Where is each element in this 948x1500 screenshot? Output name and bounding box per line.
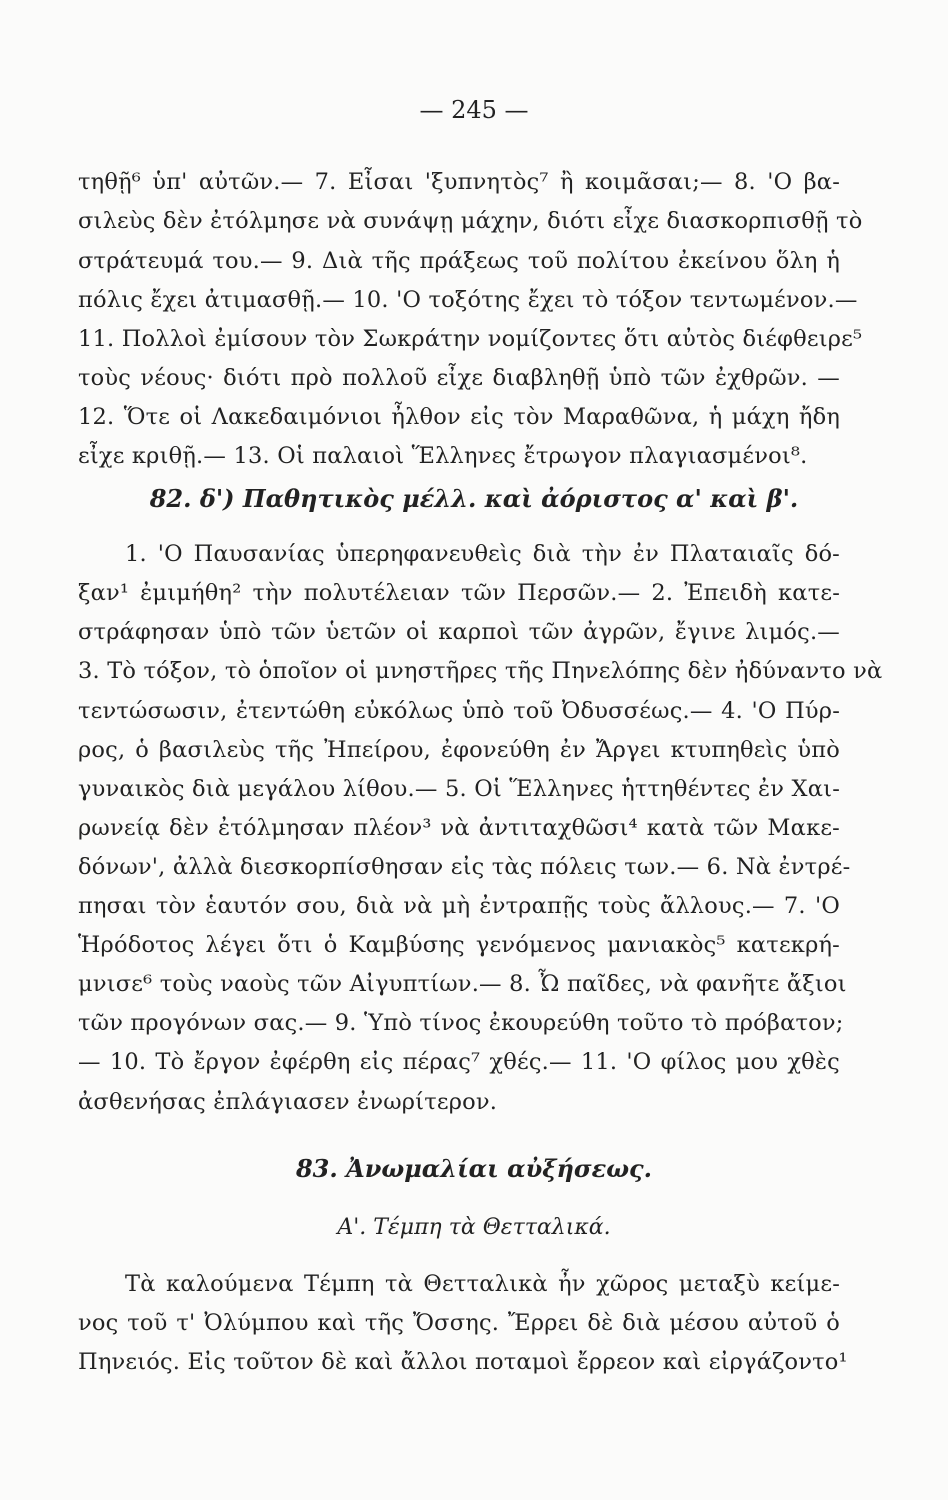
text-line: στράφησαν ὑπὸ τῶν ὑετῶν οἱ καρποὶ τῶν ἀγρῶν, ἔγινε λιμός.— xyxy=(78,619,840,645)
text-line: στράτευμά του.— 9. Διὰ τῆς πράξεως τοῦ πολίτου ἐκείνου ὅλη ἡ xyxy=(78,248,840,274)
text-line: ἀσθενήσας ἐπλάγιασεν ἐνωρίτερον. xyxy=(78,1089,498,1115)
text-line: σιλεὺς δὲν ἐτόλμησε νὰ συνάψῃ μάχην, διότι εἶχε διασκορπισθῇ τὸ xyxy=(78,208,863,234)
text-line: τοὺς νέους· διότι πρὸ πολλοῦ εἶχε διαβληθῇ ὑπὸ τῶν ἐχθρῶν. — xyxy=(78,365,840,391)
text-line: τεντώσωσιν, ἐτεντώθη εὐκόλως ὑπὸ τοῦ Ὀδυσσέως.— 4. 'Ο Πύρ- xyxy=(78,698,840,724)
text-line: Πηνειός. Εἰς τοῦτον δὲ καὶ ἄλλοι ποταμοὶ ἔρρεον καὶ εἰργάζοντο¹ xyxy=(78,1349,848,1375)
text-line: πησαι τὸν ἑαυτόν σου, διὰ νὰ μὴ ἐντραπῇς τοὺς ἄλλους.— 7. 'Ο xyxy=(78,893,840,919)
text-line: Ἡρόδοτος λέγει ὅτι ὁ Καμβύσης γενόμενος μανιακὸς⁵ κατεκρή- xyxy=(78,932,840,958)
page-number: — 245 — xyxy=(419,96,529,124)
text-line: μνισε⁶ τοὺς ναοὺς τῶν Αἰγυπτίων.— 8. Ὦ παῖδες, νὰ φανῆτε ἄξιοι xyxy=(78,971,847,997)
text-line: ξαν¹ ἐμιμήθη² τὴν πολυτέλειαν τῶν Περσῶν.— 2. Ἐπειδὴ κατε- xyxy=(78,580,840,606)
text-line: γυναικὸς διὰ μεγάλου λίθου.— 5. Οἱ Ἕλληνες ἡττηθέντες ἐν Χαι- xyxy=(78,776,840,802)
text-line: εἶχε κριθῇ.— 13. Οἱ παλαιοὶ Ἕλληνες ἔτρωγον πλαγιασμένοι⁸. xyxy=(78,443,808,469)
text-line: 11. Πολλοὶ ἐμίσουν τὸν Σωκράτην νομίζοντες ὅτι αὐτὸς διέφθειρε⁵ xyxy=(78,326,863,352)
text-line: πόλις ἔχει ἀτιμασθῇ.— 10. 'Ο τοξότης ἔχει τὸ τόξον τεντωμένον.— xyxy=(78,287,858,313)
text-line: 3. Τὸ τόξον, τὸ ὁποῖον οἱ μνηστῆρες τῆς Πηνελόπης δὲν ἠδύναντο νὰ xyxy=(78,658,883,684)
text-line: δόνων', ἀλλὰ διεσκορπίσθησαν εἰς τὰς πόλεις των.— 6. Νὰ ἐντρέ- xyxy=(78,854,851,880)
text-line: τηθῇ⁶ ὑπ' αὐτῶν.— 7. Εἶσαι 'ξυπνητὸς⁷ ἢ κοιμᾶσαι;— 8. 'Ο βα- xyxy=(78,169,840,195)
text-line: 12. Ὅτε οἱ Λακεδαιμόνιοι ἦλθον εἰς τὸν Μαραθῶνα, ἡ μάχη ἤδη xyxy=(78,404,840,430)
text-line: τῶν προγόνων σας.— 9. Ὑπὸ τίνος ἐκουρεύθη τοῦτο τὸ πρόβατον; xyxy=(78,1010,844,1036)
text-line: ρος, ὁ βασιλεὺς τῆς Ἠπείρου, ἐφονεύθη ἐν Ἄργει κτυπηθεὶς ὑπὸ xyxy=(78,737,840,763)
text-line: Τὰ καλούμενα Τέμπη τὰ Θετταλικὰ ἦν χῶρος μεταξὺ κείμε- xyxy=(125,1271,840,1297)
section-heading-82: 82. δ') Παθητικὸς μέλλ. καὶ ἀόριστος α' καὶ β'. xyxy=(149,484,799,513)
text-line: ρωνείᾳ δὲν ἐτόλμησαν πλέον³ νὰ ἀντιταχθῶσι⁴ κατὰ τῶν Μακε- xyxy=(78,815,840,841)
section-heading-83: 83. Ἀνωμαλίαι αὐξήσεως. xyxy=(295,1154,653,1183)
text-line: — 10. Τὸ ἔργον ἐφέρθη εἰς πέρας⁷ χθές.— 11. 'Ο φίλος μου χθὲς xyxy=(78,1049,840,1075)
text-line: 1. 'Ο Παυσανίας ὑπερηφανευθεὶς διὰ τὴν ἐν Πλαταιαῖς δό- xyxy=(125,541,840,567)
section-subheading: Α'. Τέμπη τὰ Θετταλικά. xyxy=(337,1215,611,1240)
text-line: νος τοῦ τ' Ὀλύμπου καὶ τῆς Ὄσσης. Ἔρρει δὲ διὰ μέσου αὐτοῦ ὁ xyxy=(78,1310,840,1336)
